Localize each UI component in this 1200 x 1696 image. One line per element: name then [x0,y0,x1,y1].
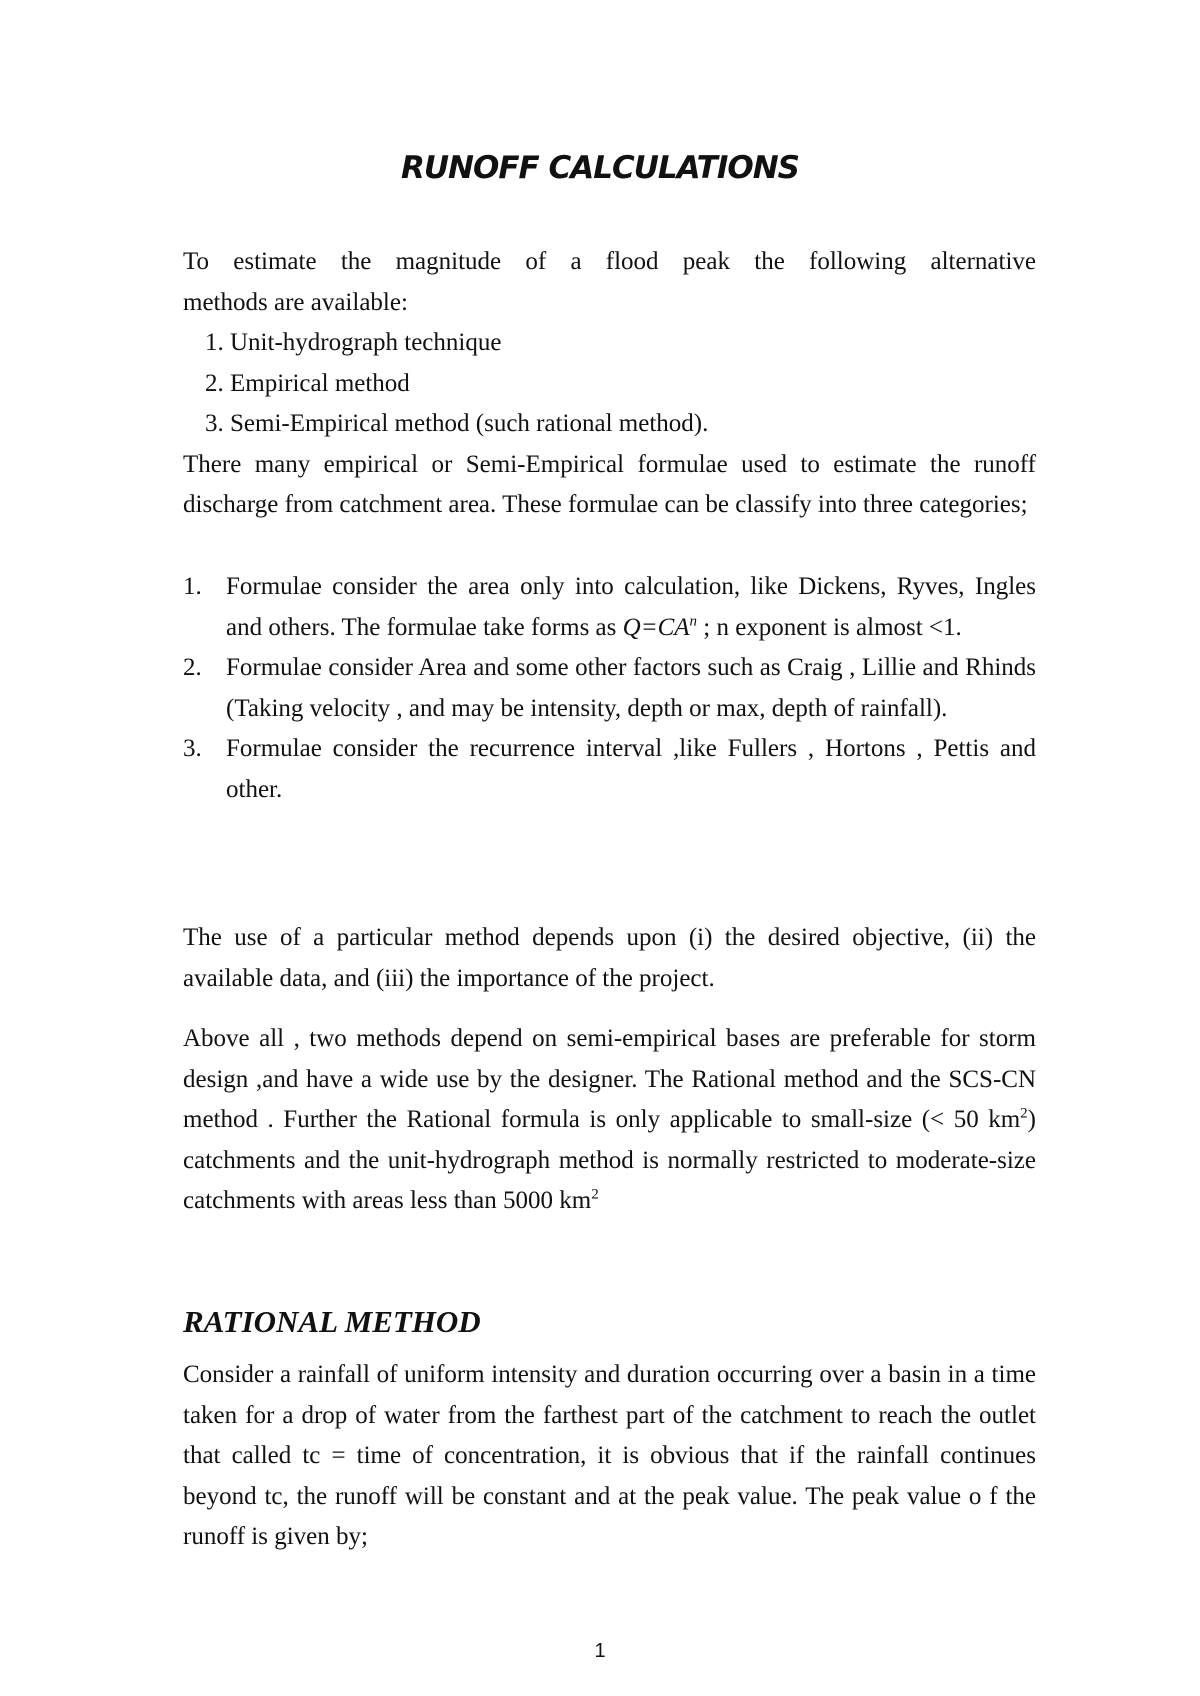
formulae-intro-paragraph: There many empirical or Semi-Empirical formulae used to estimate the runoff discharge from catchment area. These formulae can be classify into three categories; [183,450,1036,518]
methods-list [183,323,1036,445]
superscript: 2 [591,1186,599,1203]
list-item [183,567,1036,648]
intro-line-2: methods are available: [183,288,408,316]
list-number: 1. [183,573,202,600]
list-number: 3. [183,735,202,762]
rational-section [183,1355,1036,1558]
intro-line-1: To estimate the magnitude of a flood peak the following alternative [183,248,1036,275]
above-text-1: Above all , two methods depend on semi-empirical bases are preferable for storm design ,and have a wide use by the designer. The Rational method and the SCS-CN method . Further the Rational formula is only applicable to small-size (< 50 km [183,1025,1036,1133]
categories-list [183,567,1036,810]
category-text: Formulae consider Area and some other factors such as Craig , Lillie and Rhinds (Taking velocity , and may be intensity, depth or max, depth of rainfall). [226,654,1036,722]
category-text: Formulae consider the area only into calculation, like Dickens, Ryves, Ingles and others. The formulae take forms as [226,573,1036,641]
superscript: 2 [1020,1105,1028,1122]
above-paragraph [183,1019,1036,1222]
formula-base: Q=CA [622,613,690,641]
list-number: 2. [183,654,202,681]
list-item: 1. Unit-hydrograph technique [205,329,502,356]
list-item: 2. Empirical method [205,369,410,397]
page-title: RUNOFF CALCULATIONS [401,150,799,186]
use-paragraph: The use of a particular method depends upon (i) the desired objective, (ii) the available data, and (iii) the importance of the project. [183,924,1036,992]
above-text-2: ) catchments and the unit-hydrograph method is normally restricted to moderate-size catchments with areas less than 5000 km [183,1106,1036,1214]
page-number: 1 [594,1640,606,1662]
category-text: Formulae consider the recurrence interval ,like Fullers , Hortons , Pettis and other. [226,735,1036,803]
formula [623,614,697,641]
list-item: 3. Semi-Empirical method (such rational method). [205,410,709,437]
above-section [183,1019,1036,1222]
intro-section [183,242,1036,526]
section-heading: RATIONAL METHOD [183,1304,481,1339]
list-item [183,729,1036,810]
use-section [183,918,1036,999]
list-item [183,648,1036,729]
formula-exponent: n [689,613,698,630]
rational-paragraph: Consider a rainfall of uniform intensity and duration occurring over a basin in a time taken for a drop of water from the farthest part of the catchment to reach the outlet that called tc = time of concentration, it is obvious that if the rainfall continues beyond tc, the runoff will be constant and at the peak value. The peak value o f the runoff is given by; [183,1361,1036,1550]
category-text-tail: ; n exponent is almost <1. [697,613,962,641]
